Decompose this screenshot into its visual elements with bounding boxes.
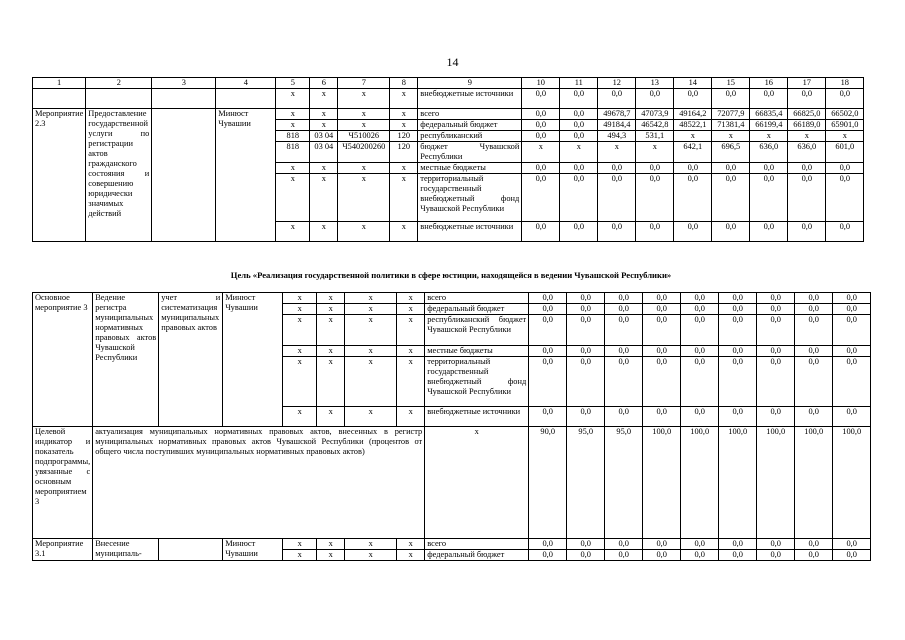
amount-cell: 0,0 [522, 131, 560, 142]
budget-code-cell: 120 [390, 131, 418, 142]
amount-cell: 0,0 [529, 550, 567, 561]
budget-code-cell: 818 [276, 131, 310, 142]
empty-cell [86, 89, 152, 109]
amount-cell: 0,0 [757, 293, 795, 304]
amount-cell: 0,0 [788, 89, 826, 109]
amount-cell: 0,0 [643, 357, 681, 407]
amount-cell: 531,1 [636, 131, 674, 142]
amount-cell: 0,0 [643, 539, 681, 550]
amount-cell: 72077,9 [712, 109, 750, 120]
column-number: 12 [598, 78, 636, 89]
amount-cell: 0,0 [605, 315, 643, 346]
amount-cell: 0,0 [636, 174, 674, 222]
budget-code-cell: x [345, 293, 397, 304]
amount-cell: 0,0 [788, 174, 826, 222]
amount-cell: 0,0 [567, 407, 605, 427]
budget-code-cell: x [283, 357, 317, 407]
amount-cell: 0,0 [643, 293, 681, 304]
budget-code-cell: 818 [276, 142, 310, 163]
amount-cell: 0,0 [833, 539, 871, 550]
column-number: 16 [750, 78, 788, 89]
budget-code-cell: x [276, 109, 310, 120]
amount-cell: 0,0 [643, 550, 681, 561]
amount-cell: 0,0 [757, 304, 795, 315]
budget-code-cell: x [317, 357, 345, 407]
amount-cell: x [788, 131, 826, 142]
budget-code-cell: x [397, 550, 425, 561]
amount-cell: 0,0 [826, 89, 864, 109]
activity-number: Мероприятие 3.1 [33, 539, 93, 561]
indicator-value: 100,0 [833, 427, 871, 539]
amount-cell: 0,0 [795, 346, 833, 357]
activity-number: Мероприятие 2.3 [33, 109, 86, 242]
indicator-value: 100,0 [719, 427, 757, 539]
amount-cell: 0,0 [560, 89, 598, 109]
amount-cell: 0,0 [636, 163, 674, 174]
budget-code-cell: x [397, 304, 425, 315]
amount-cell: 0,0 [567, 346, 605, 357]
amount-cell: 0,0 [598, 89, 636, 109]
amount-cell: 0,0 [712, 174, 750, 222]
amount-cell: 0,0 [719, 315, 757, 346]
budget-code-cell: x [338, 109, 390, 120]
amount-cell: 0,0 [795, 357, 833, 407]
budget-code-cell: x [317, 550, 345, 561]
indicator-value: 95,0 [605, 427, 643, 539]
budget-code-cell: x [310, 120, 338, 131]
amount-cell: 0,0 [681, 304, 719, 315]
activity-description: Внесение муниципаль- [93, 539, 159, 561]
budget-code-cell: x [338, 222, 390, 242]
amount-cell: 0,0 [674, 222, 712, 242]
budget-code-cell: x [310, 174, 338, 222]
budget-code-cell: x [276, 163, 310, 174]
budget-code-cell: x [283, 550, 317, 561]
amount-cell: 0,0 [605, 357, 643, 407]
amount-cell: x [560, 142, 598, 163]
amount-cell: 0,0 [674, 174, 712, 222]
column-number: 2 [86, 78, 152, 89]
amount-cell: x [598, 142, 636, 163]
amount-cell: 0,0 [522, 120, 560, 131]
amount-cell: 0,0 [636, 89, 674, 109]
amount-cell: 0,0 [567, 539, 605, 550]
amount-cell: 0,0 [795, 550, 833, 561]
budget-code-cell: x [283, 315, 317, 346]
budget-code-cell: x [397, 293, 425, 304]
budget-code-cell: Ч510026 [338, 131, 390, 142]
budget-code-cell: x [317, 346, 345, 357]
indicator-value: 95,0 [567, 427, 605, 539]
amount-cell: 0,0 [529, 315, 567, 346]
indicator-value: 90,0 [529, 427, 567, 539]
amount-cell: 0,0 [560, 109, 598, 120]
amount-cell: 47073,9 [636, 109, 674, 120]
amount-cell: 0,0 [643, 346, 681, 357]
amount-cell: 0,0 [795, 304, 833, 315]
amount-cell: 0,0 [681, 550, 719, 561]
amount-cell: 0,0 [795, 407, 833, 427]
amount-cell: 0,0 [788, 222, 826, 242]
amount-cell: 66835,4 [750, 109, 788, 120]
budget-code-cell: x [283, 346, 317, 357]
amount-cell: 0,0 [529, 539, 567, 550]
amount-cell: 0,0 [560, 174, 598, 222]
column-number: 9 [418, 78, 522, 89]
table-row [33, 89, 864, 109]
column-number: 14 [674, 78, 712, 89]
amount-cell: 0,0 [598, 174, 636, 222]
amount-cell: 0,0 [681, 293, 719, 304]
amount-cell: 66825,0 [788, 109, 826, 120]
amount-cell: x [712, 131, 750, 142]
column-number: 3 [152, 78, 216, 89]
funding-source-cell: местные бюджеты [425, 346, 529, 357]
amount-cell: 0,0 [833, 315, 871, 346]
amount-cell: x [750, 131, 788, 142]
activity-purpose [152, 109, 216, 242]
amount-cell: 0,0 [522, 89, 560, 109]
column-number: 17 [788, 78, 826, 89]
amount-cell: 71381,4 [712, 120, 750, 131]
amount-cell: 66189,0 [788, 120, 826, 131]
amount-cell: 49678,7 [598, 109, 636, 120]
budget-code-cell: x [345, 357, 397, 407]
column-number: 10 [522, 78, 560, 89]
column-number: 4 [216, 78, 276, 89]
amount-cell: 0,0 [757, 550, 795, 561]
amount-cell: 0,0 [681, 315, 719, 346]
column-number-row [33, 78, 864, 89]
amount-cell: 0,0 [833, 407, 871, 427]
amount-cell: 0,0 [757, 346, 795, 357]
amount-cell: 0,0 [522, 163, 560, 174]
amount-cell: 66199,4 [750, 120, 788, 131]
funding-source-cell: федеральный бюджет [418, 120, 522, 131]
indicator-mark: x [425, 427, 529, 539]
amount-cell: 0,0 [757, 315, 795, 346]
amount-cell: 0,0 [681, 346, 719, 357]
amount-cell: 0,0 [560, 131, 598, 142]
amount-cell: 0,0 [598, 163, 636, 174]
budget-code-cell: x [390, 163, 418, 174]
empty-cell [152, 89, 216, 109]
column-number: 15 [712, 78, 750, 89]
column-number: 18 [826, 78, 864, 89]
amount-cell: 0,0 [833, 357, 871, 407]
amount-cell: 0,0 [719, 346, 757, 357]
amount-cell: 0,0 [719, 293, 757, 304]
amount-cell: 46542,8 [636, 120, 674, 131]
amount-cell: 0,0 [560, 120, 598, 131]
amount-cell: 0,0 [712, 89, 750, 109]
funding-source-cell: бюджет Чувашской Республики [418, 142, 522, 163]
amount-cell: 0,0 [719, 539, 757, 550]
amount-cell: 0,0 [826, 222, 864, 242]
amount-cell: 0,0 [605, 407, 643, 427]
budget-code-cell: x [317, 293, 345, 304]
budget-code-cell: x [397, 357, 425, 407]
page-number: 14 [446, 55, 459, 69]
amount-cell: 0,0 [795, 293, 833, 304]
amount-cell: 0,0 [567, 304, 605, 315]
empty-cell [33, 89, 86, 109]
amount-cell: 49164,2 [674, 109, 712, 120]
amount-cell: 0,0 [719, 304, 757, 315]
budget-code-cell: x [390, 174, 418, 222]
amount-cell: 0,0 [567, 357, 605, 407]
column-number: 7 [338, 78, 390, 89]
amount-cell: 0,0 [833, 304, 871, 315]
amount-cell: 0,0 [674, 89, 712, 109]
funding-source-cell: республиканский [418, 131, 522, 142]
budget-code-cell: x [310, 89, 338, 109]
amount-cell: 0,0 [522, 174, 560, 222]
column-number: 13 [636, 78, 674, 89]
budget-code-cell: x [345, 539, 397, 550]
indicator-value: 100,0 [795, 427, 833, 539]
funding-source-cell: федеральный бюджет [425, 550, 529, 561]
amount-cell: 0,0 [712, 222, 750, 242]
budget-code-cell: x [390, 120, 418, 131]
amount-cell: 0,0 [567, 550, 605, 561]
budget-code-cell: x [338, 120, 390, 131]
budget-code-cell: Ч540200260 [338, 142, 390, 163]
funding-source-cell: всего [425, 293, 529, 304]
budget-code-cell: x [310, 109, 338, 120]
amount-cell: 0,0 [605, 539, 643, 550]
goal-title: Цель «Реализация государственной политики в сфере юстиции, находящейся в ведении Чувашской Республики» [230, 270, 672, 280]
activity-description: Предоставление государственной услуги по регистрации актов гражданского состояния и совершению юридически значимых действий [86, 109, 152, 242]
activity-description: Ведение регистра муниципальных нормативных правовых актов Чувашской Республики [93, 293, 159, 427]
indicator-value: 100,0 [757, 427, 795, 539]
column-number: 5 [276, 78, 310, 89]
budget-code-cell: x [397, 407, 425, 427]
amount-cell: 0,0 [750, 163, 788, 174]
column-number: 6 [310, 78, 338, 89]
table-row [33, 539, 871, 550]
amount-cell: 0,0 [719, 357, 757, 407]
amount-cell: 0,0 [750, 89, 788, 109]
funding-source-cell: внебюджетные источники [425, 407, 529, 427]
amount-cell: 0,0 [567, 315, 605, 346]
amount-cell: 0,0 [795, 539, 833, 550]
amount-cell: 696,5 [712, 142, 750, 163]
budget-code-cell: 03 04 [310, 142, 338, 163]
amount-cell: 0,0 [522, 109, 560, 120]
amount-cell: 0,0 [636, 222, 674, 242]
amount-cell: 0,0 [605, 346, 643, 357]
amount-cell: 48522,1 [674, 120, 712, 131]
amount-cell: 0,0 [605, 550, 643, 561]
budget-code-cell: x [345, 304, 397, 315]
indicator-value: 100,0 [643, 427, 681, 539]
amount-cell: 0,0 [795, 315, 833, 346]
amount-cell: x [674, 131, 712, 142]
amount-cell: 0,0 [757, 539, 795, 550]
amount-cell: 0,0 [529, 357, 567, 407]
amount-cell: 0,0 [719, 407, 757, 427]
budget-code-cell: x [345, 407, 397, 427]
indicator-description: актуализация муниципальных нормативных правовых актов, внесенных в регистр муниципальных нормативных правовых актов Чувашской Республики (процентов от общего числа поступивших муниципальных нормативных правовых актов) [93, 427, 425, 539]
budget-code-cell: x [276, 222, 310, 242]
amount-cell: 0,0 [833, 293, 871, 304]
amount-cell: 0,0 [757, 407, 795, 427]
budget-code-cell: x [276, 174, 310, 222]
amount-cell: 0,0 [643, 315, 681, 346]
amount-cell: 0,0 [719, 550, 757, 561]
amount-cell: 0,0 [681, 539, 719, 550]
amount-cell: 642,1 [674, 142, 712, 163]
amount-cell: 494,3 [598, 131, 636, 142]
budget-code-cell: x [310, 222, 338, 242]
budget-code-cell: x [390, 222, 418, 242]
funding-source-cell: внебюджетные источники [418, 222, 522, 242]
budget-code-cell: x [390, 109, 418, 120]
amount-cell: 0,0 [560, 163, 598, 174]
funding-source-cell: всего [425, 539, 529, 550]
budget-code-cell: x [317, 539, 345, 550]
amount-cell: 0,0 [560, 222, 598, 242]
amount-cell: 0,0 [833, 550, 871, 561]
budget-code-cell: x [345, 346, 397, 357]
budget-code-cell: x [397, 539, 425, 550]
indicator-title: Целевой индикатор и показатель подпрограммы, увязанные с основным мероприятием 3 [33, 427, 93, 539]
activity-purpose [159, 539, 223, 561]
budget-code-cell: x [338, 163, 390, 174]
amount-cell: 0,0 [712, 163, 750, 174]
table-row [33, 109, 864, 120]
responsible-executor: Минюст Чувашии [216, 109, 276, 242]
amount-cell: 636,0 [750, 142, 788, 163]
responsible-executor: Минюст Чувашии [223, 293, 283, 427]
funding-source-cell: местные бюджеты [418, 163, 522, 174]
amount-cell: 49184,4 [598, 120, 636, 131]
amount-cell: 0,0 [757, 357, 795, 407]
amount-cell: 65901,0 [826, 120, 864, 131]
amount-cell: 0,0 [826, 163, 864, 174]
amount-cell: 0,0 [788, 163, 826, 174]
budget-code-cell: 120 [390, 142, 418, 163]
budget-code-cell: x [317, 304, 345, 315]
amount-cell: 0,0 [750, 174, 788, 222]
amount-cell: 0,0 [681, 407, 719, 427]
budget-code-cell: x [310, 163, 338, 174]
amount-cell: 0,0 [643, 407, 681, 427]
budget-code-cell: x [276, 89, 310, 109]
funding-source-cell: внебюджетные источники [418, 89, 522, 109]
budget-code-cell: x [397, 315, 425, 346]
column-number: 8 [390, 78, 418, 89]
amount-cell: 0,0 [529, 407, 567, 427]
funding-source-cell: всего [418, 109, 522, 120]
amount-cell: 0,0 [674, 163, 712, 174]
amount-cell: 601,0 [826, 142, 864, 163]
amount-cell: 0,0 [598, 222, 636, 242]
amount-cell: 0,0 [529, 346, 567, 357]
column-number: 1 [33, 78, 86, 89]
budget-code-cell: x [276, 120, 310, 131]
budget-table-bottom [32, 292, 871, 561]
amount-cell: x [826, 131, 864, 142]
funding-source-cell: территориальный государственный внебюджетный фонд Чувашской Республики [418, 174, 522, 222]
funding-source-cell: федеральный бюджет [425, 304, 529, 315]
budget-code-cell: x [283, 539, 317, 550]
funding-source-cell: республиканский бюджет Чувашской Республики [425, 315, 529, 346]
responsible-executor: Минюст Чувашии [223, 539, 283, 561]
budget-code-cell: x [397, 346, 425, 357]
indicator-value: 100,0 [681, 427, 719, 539]
funding-source-cell: территориальный государственный внебюджетный фонд Чувашской Республики [425, 357, 529, 407]
budget-code-cell: x [283, 304, 317, 315]
amount-cell: 0,0 [643, 304, 681, 315]
amount-cell: 0,0 [529, 293, 567, 304]
amount-cell: 0,0 [826, 174, 864, 222]
budget-code-cell: x [345, 550, 397, 561]
amount-cell: 0,0 [750, 222, 788, 242]
amount-cell: x [636, 142, 674, 163]
activity-purpose: учет и систематизация муниципальных правовых актов [159, 293, 223, 427]
budget-code-cell: x [317, 407, 345, 427]
amount-cell: 0,0 [605, 293, 643, 304]
amount-cell: x [522, 142, 560, 163]
budget-table-top [32, 77, 864, 242]
indicator-row [33, 427, 871, 539]
amount-cell: 0,0 [522, 222, 560, 242]
amount-cell: 0,0 [567, 293, 605, 304]
table-row [33, 293, 871, 304]
amount-cell: 0,0 [833, 346, 871, 357]
column-number: 11 [560, 78, 598, 89]
budget-code-cell: x [338, 174, 390, 222]
amount-cell: 66502,0 [826, 109, 864, 120]
budget-code-cell: x [317, 315, 345, 346]
amount-cell: 0,0 [605, 304, 643, 315]
activity-number: Основное мероприятие 3 [33, 293, 93, 427]
amount-cell: 0,0 [681, 357, 719, 407]
empty-cell [216, 89, 276, 109]
budget-code-cell: x [283, 407, 317, 427]
amount-cell: 0,0 [529, 304, 567, 315]
amount-cell: 636,0 [788, 142, 826, 163]
budget-code-cell: 03 04 [310, 131, 338, 142]
budget-code-cell: x [345, 315, 397, 346]
budget-code-cell: x [390, 89, 418, 109]
budget-code-cell: x [338, 89, 390, 109]
budget-code-cell: x [283, 293, 317, 304]
